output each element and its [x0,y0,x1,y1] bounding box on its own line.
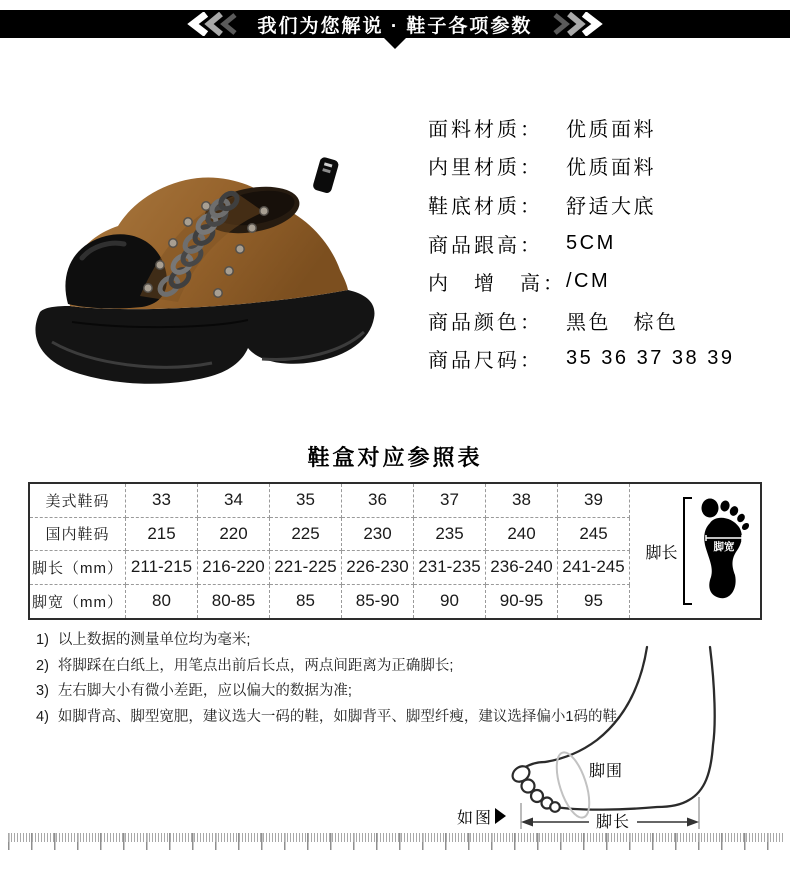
note-text: 左右脚大小有微小差距，应以偏大的数据为准; [57,683,352,699]
foot-width-label: 脚宽 [713,541,734,553]
table-row-header: 脚长（mm） [30,551,126,585]
table-cell: 95 [558,585,630,619]
table-cell: 85 [270,585,342,619]
table-cell: 241-245 [558,551,630,585]
foot-measure-cell [630,484,764,618]
table-cell: 39 [558,484,630,518]
table-cell: 225 [270,518,342,552]
chevrons-left-icon [184,12,242,36]
table-cell: 240 [486,518,558,552]
table-cell: 221-225 [270,551,342,585]
note-number: 4) [36,708,49,725]
banner-title: 我们为您解说 · 鞋子各项参数 [257,15,533,37]
table-cell: 215 [126,518,198,552]
spec-label: 内 增 高： [428,273,566,296]
note-text: 以上数据的测量单位均为毫米; [57,632,251,648]
spec-row-lining [428,147,784,186]
table-cell: 35 [270,484,342,518]
length-bracket [683,497,692,605]
table-cell: 90-95 [486,585,558,619]
table-cell: 90 [414,585,486,619]
note-number: 2) [36,657,49,674]
spec-label: 面料材质： [428,118,543,141]
spec-row-heel-height [428,224,784,263]
as-shown-label: 如图 [457,810,494,827]
size-chart-table [28,482,762,620]
spec-row-color [428,301,784,340]
spec-label: 商品尺码： [428,350,543,373]
table-cell: 33 [126,484,198,518]
spec-row-sole [428,185,784,224]
table-row-header: 脚宽（mm） [30,585,126,619]
banner [0,10,790,38]
size-chart-title: 鞋盒对应参照表 [307,445,483,470]
spec-value: /CM [566,270,611,293]
table-cell: 231-235 [414,551,486,585]
ruler-graphic [8,833,785,850]
table-cell: 36 [342,484,414,518]
foot-length-label: 脚长 [645,544,678,562]
footprint-icon [697,497,749,605]
spec-label: 鞋底材质： [428,195,543,218]
table-cell: 216-220 [198,551,270,585]
table-cell: 226-230 [342,551,414,585]
girth-label: 脚围 [589,763,624,780]
table-row-header: 美式鞋码 [30,484,126,518]
note-text: 将脚踩在白纸上，用笔点出前后长点，两点间距离为正确脚长; [57,657,454,674]
note-number: 1) [36,632,49,648]
table-cell: 85-90 [342,585,414,619]
spec-value: 35 36 37 38 39 [566,347,735,370]
product-photo [12,116,394,402]
table-cell: 236-240 [486,551,558,585]
triangle-down-icon [384,38,406,49]
table-cell: 211-215 [126,551,198,585]
note-text: 如脚背高、脚型宽肥，建议选大一码的鞋，如脚背平、脚型纤瘦，建议选择偏小1码的鞋 [57,708,617,725]
spec-label: 商品颜色： [428,311,543,334]
spec-label: 商品跟高： [428,234,543,257]
table-cell: 230 [342,518,414,552]
table-cell: 220 [198,518,270,552]
heel-tab [312,156,340,194]
chevrons-right-icon [548,12,606,36]
spec-row-sizes [428,340,784,379]
spec-label: 内里材质： [428,157,543,180]
spec-value: 优质面料 [566,118,656,141]
table-cell: 37 [414,484,486,518]
table-cell: 245 [558,518,630,552]
table-cell: 38 [486,484,558,518]
spec-list [428,108,784,378]
table-cell: 80-85 [198,585,270,619]
table-cell: 34 [198,484,270,518]
spec-value: 5CM [566,231,616,254]
length-label: 脚长 [595,814,631,831]
foot-measuring-diagram [443,645,790,835]
spec-value: 舒适大底 [566,195,656,218]
spec-row-fabric [428,108,784,147]
spec-row-inner-height [428,262,784,301]
note-number: 3) [36,683,49,699]
table-row-header: 国内鞋码 [30,518,126,552]
table-cell: 80 [126,585,198,619]
table-cell: 235 [414,518,486,552]
spec-value: 黑色 棕色 [566,311,679,334]
play-icon [495,808,506,824]
spec-value: 优质面料 [566,157,656,180]
